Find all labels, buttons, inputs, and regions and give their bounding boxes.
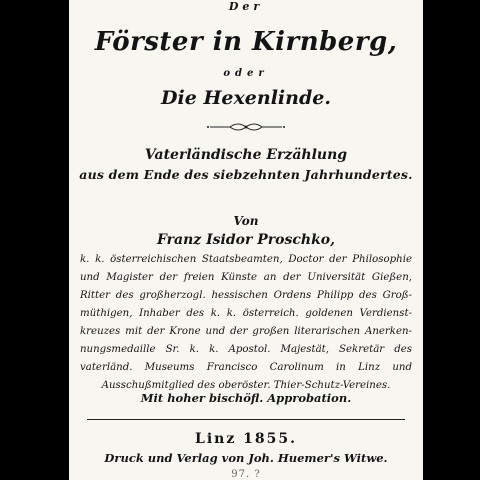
- bio-line: kreuzes mit der Krone und der großen literarischen Anerken-: [80, 326, 412, 337]
- publisher-line: Druck und Verlag von Joh. Huemer's Witwe.: [104, 451, 388, 465]
- bio-line: k. k. österreichischen Staatsbeamten, Doctor der Philosophie: [80, 254, 412, 265]
- ornament-divider: [69, 119, 423, 135]
- title-page: [69, 0, 423, 480]
- handwritten-note: 97. ?: [231, 469, 261, 480]
- bio-line: Ausschußmitglied des oberöster. Thier-Schutz-Vereines.: [101, 380, 391, 391]
- bio-line: nungsmedaille Sr. k. k. Apostol. Majestät, Sekretär des: [80, 344, 412, 355]
- place-year: Linz 1855.: [194, 431, 297, 447]
- genre-line-1: Vaterländische Erzählung: [144, 147, 348, 163]
- bio-line: und Magister der freien Künste an der Universität Gießen,: [80, 272, 412, 283]
- approbation-line: Mit hoher bischöfl. Approbation.: [140, 391, 352, 405]
- divider-rule: [87, 419, 405, 420]
- bio-line: vaterländ. Museums Francisco Carolinum in Linz und: [80, 362, 412, 373]
- by-label: Von: [233, 214, 259, 228]
- book-subtitle: Die Hexenlinde.: [161, 87, 331, 109]
- genre-line-2: aus dem Ende des siebzehnten Jahrhundertes.: [79, 167, 413, 182]
- title-conjunction: oder: [223, 68, 269, 79]
- author-biography: [80, 251, 412, 395]
- book-title: Förster in Kirnberg,: [94, 27, 398, 57]
- title-article: Der: [228, 0, 264, 13]
- bio-line: müthigen, Inhaber des k. k. österreich. goldenen Verdienst-: [80, 308, 412, 319]
- bio-line: Ritter des großherzogl. hessischen Ordens Philipp des Groß-: [80, 290, 412, 301]
- author-name: Franz Isidor Proschko,: [156, 232, 335, 248]
